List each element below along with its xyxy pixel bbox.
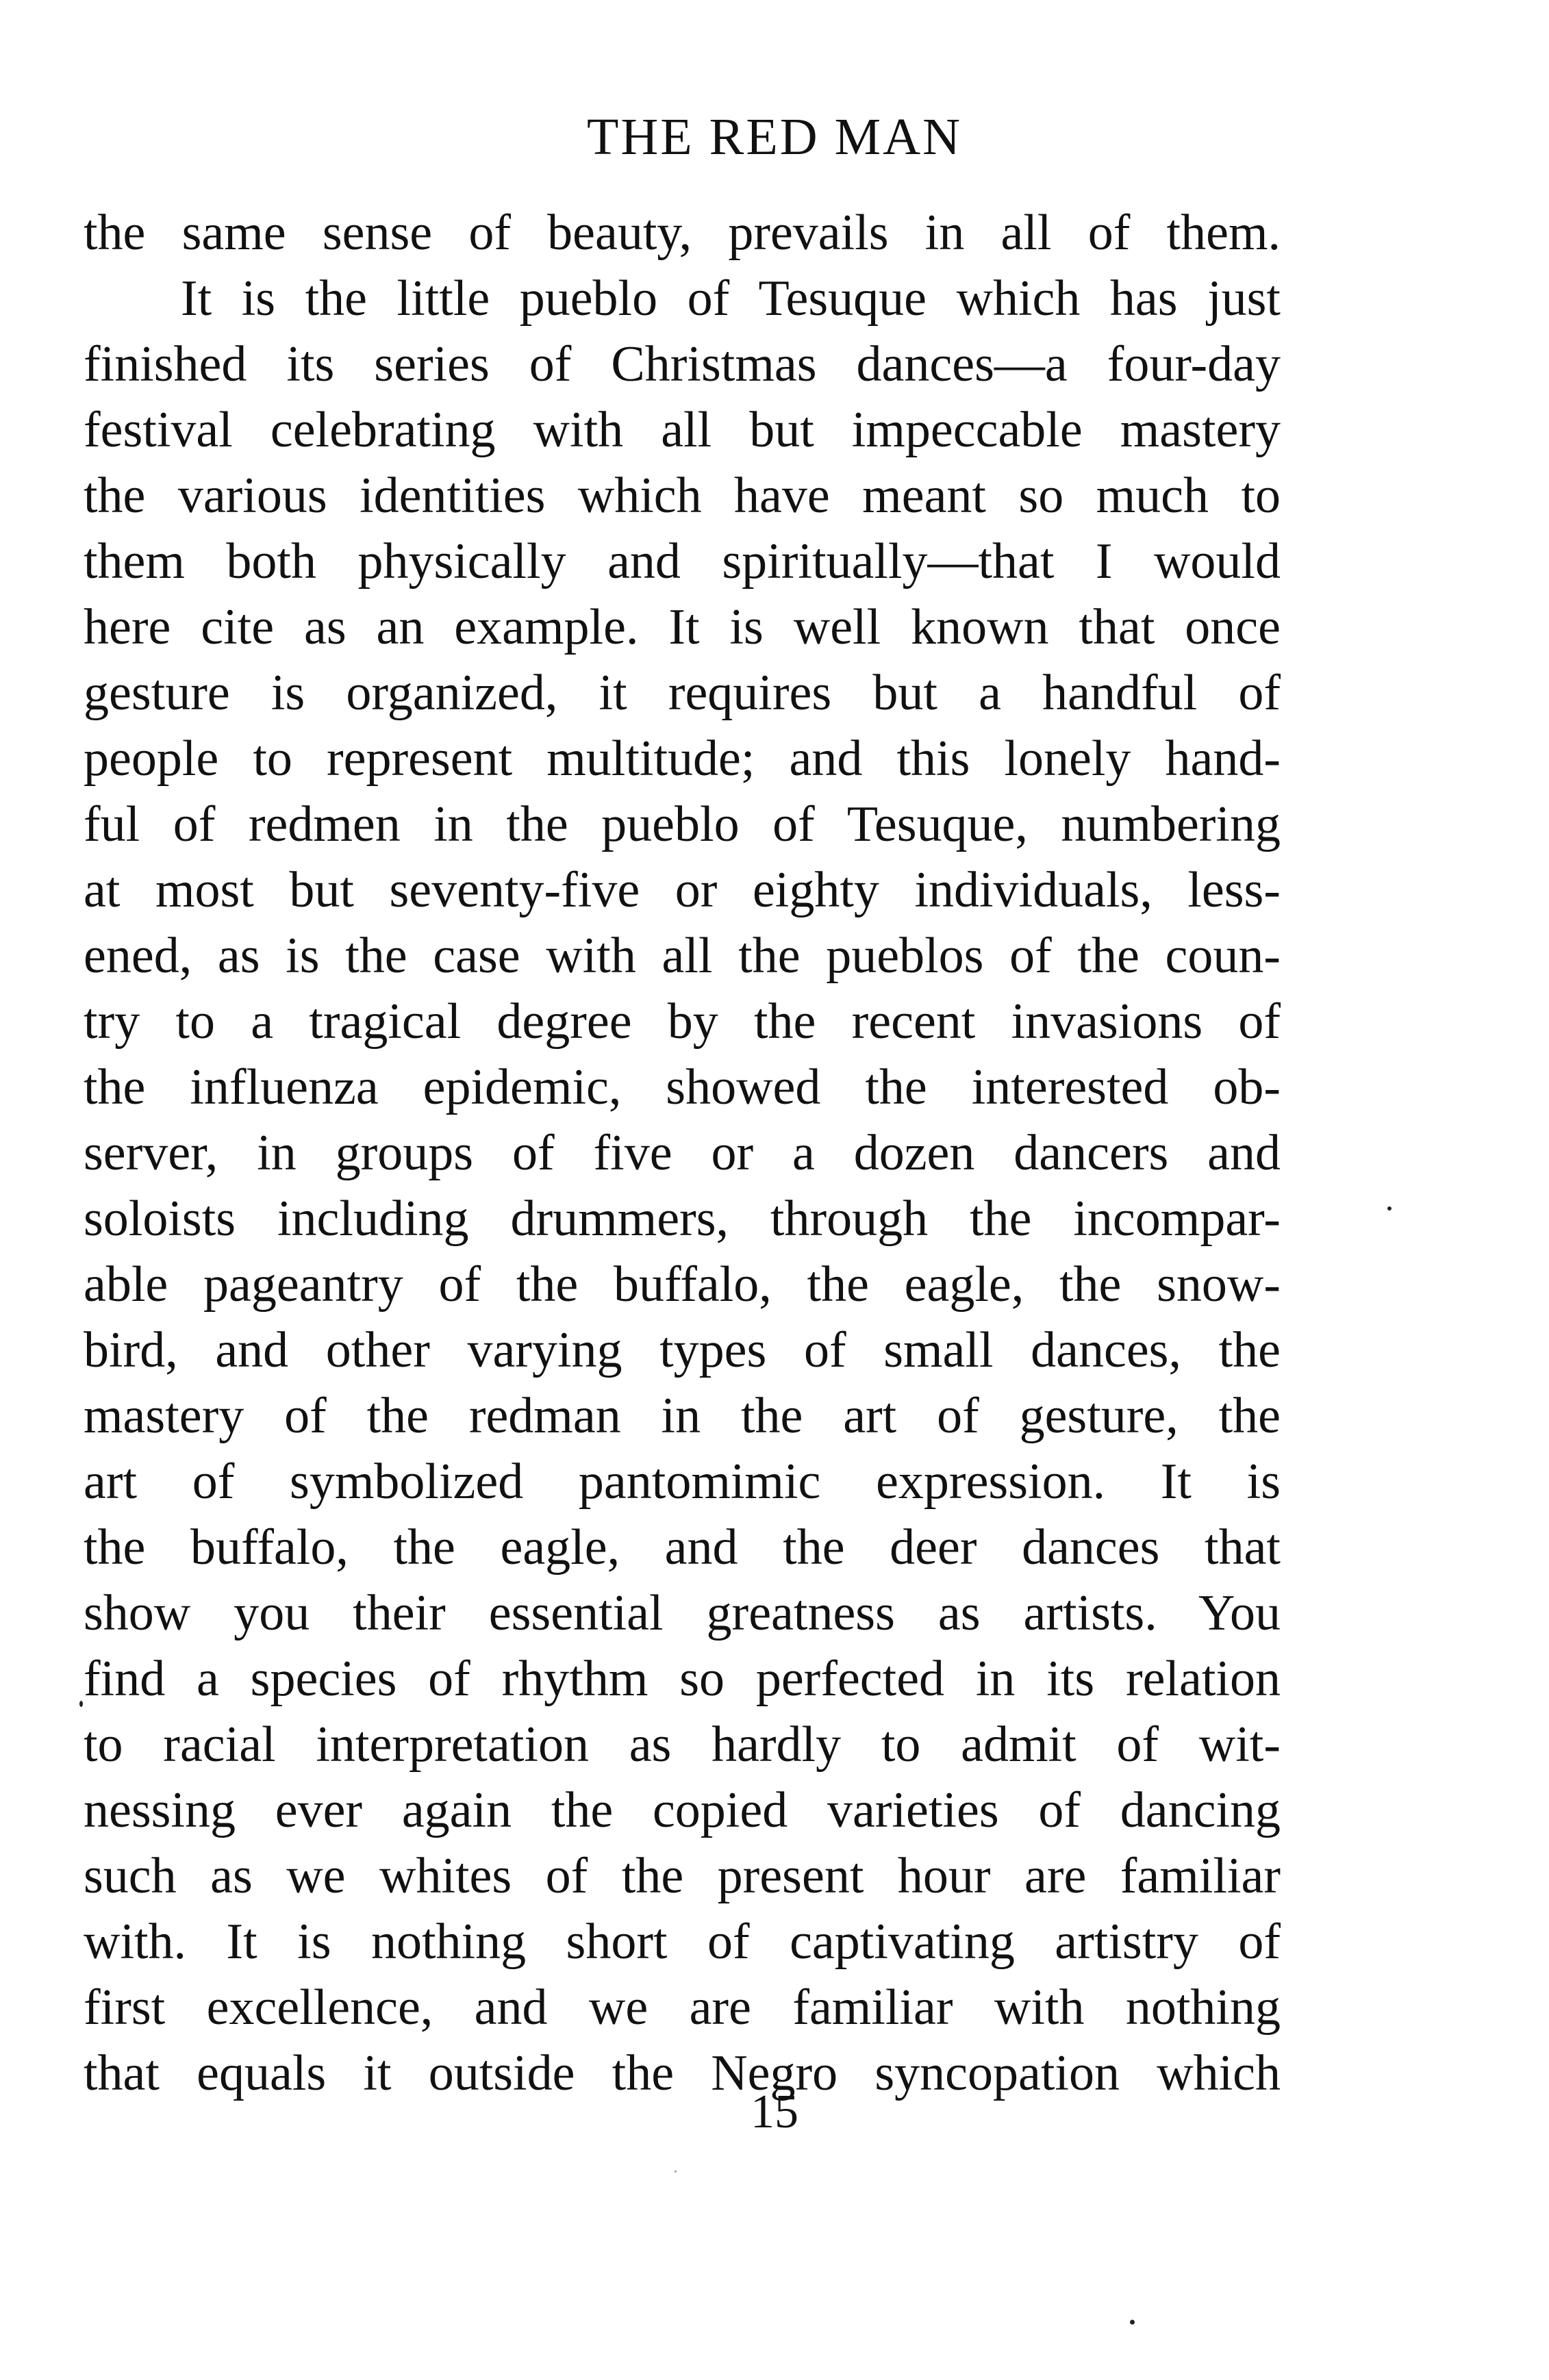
page-number: 15: [751, 2086, 798, 2138]
text-line: art of symbolized pantomimic expression. It is: [84, 1454, 1281, 1510]
text-line: here cite as an example. It is well known that once: [84, 599, 1281, 655]
text-line: gesture is organized, it requires but a handful of: [84, 665, 1281, 721]
text-line: that equals it outside the Negro syncopation which: [84, 2045, 1281, 2101]
text-line: show you their essential greatness as artists. You: [84, 1585, 1281, 1641]
text-line: find a species of rhythm so perfected in its relation: [84, 1651, 1281, 1707]
text-line: able pageantry of the buffalo, the eagle, the snow-: [84, 1256, 1281, 1313]
text-line: them both physically and spiritually—that I would: [84, 533, 1281, 590]
body-text: [84, 200, 1281, 2106]
print-speck: [1387, 1206, 1391, 1211]
text-line: It is the little pueblo of Tesuque which has just: [181, 270, 1281, 327]
text-line: the buffalo, the eagle, and the deer dances that: [84, 1519, 1281, 1575]
text-line: soloists including drummers, through the incompar-: [84, 1191, 1281, 1247]
text-line: first excellence, and we are familiar with nothing: [84, 1979, 1281, 2036]
text-line: the same sense of beauty, prevails in all of them.: [84, 205, 1281, 261]
text-line: ened, as is the case with all the pueblos of the coun-: [84, 928, 1281, 984]
text-line: nessing ever again the copied varieties of dancing: [84, 1782, 1281, 1838]
text-line: such as we whites of the present hour are familiar: [84, 1848, 1281, 1904]
text-line: the influenza epidemic, showed the interested ob-: [84, 1059, 1281, 1115]
print-speck: [79, 1701, 83, 1707]
text-line: people to represent multitude; and this lonely hand-: [84, 731, 1281, 787]
text-line: festival celebrating with all but impeccable mastery: [84, 402, 1281, 458]
running-head-title: THE RED MAN: [586, 108, 963, 166]
text-line: at most but seventy-five or eighty individuals, less-: [84, 862, 1281, 918]
text-line: the various identities which have meant so much to: [84, 468, 1281, 524]
text-line: finished its series of Christmas dances—a four-day: [84, 336, 1281, 392]
print-speck: [1130, 2320, 1135, 2325]
text-line: mastery of the redman in the art of gesture, the: [84, 1388, 1281, 1444]
text-line: try to a tragical degree by the recent invasions of: [84, 993, 1281, 1050]
text-line: to racial interpretation as hardly to admit of wit-: [84, 1717, 1281, 1773]
text-line: bird, and other varying types of small dances, the: [84, 1322, 1281, 1378]
text-line: server, in groups of five or a dozen dancers and: [84, 1125, 1281, 1181]
text-line: ful of redmen in the pueblo of Tesuque, numbering: [84, 796, 1281, 852]
text-line: with. It is nothing short of captivating artistry of: [84, 1914, 1281, 1970]
print-speck: [675, 2170, 677, 2173]
